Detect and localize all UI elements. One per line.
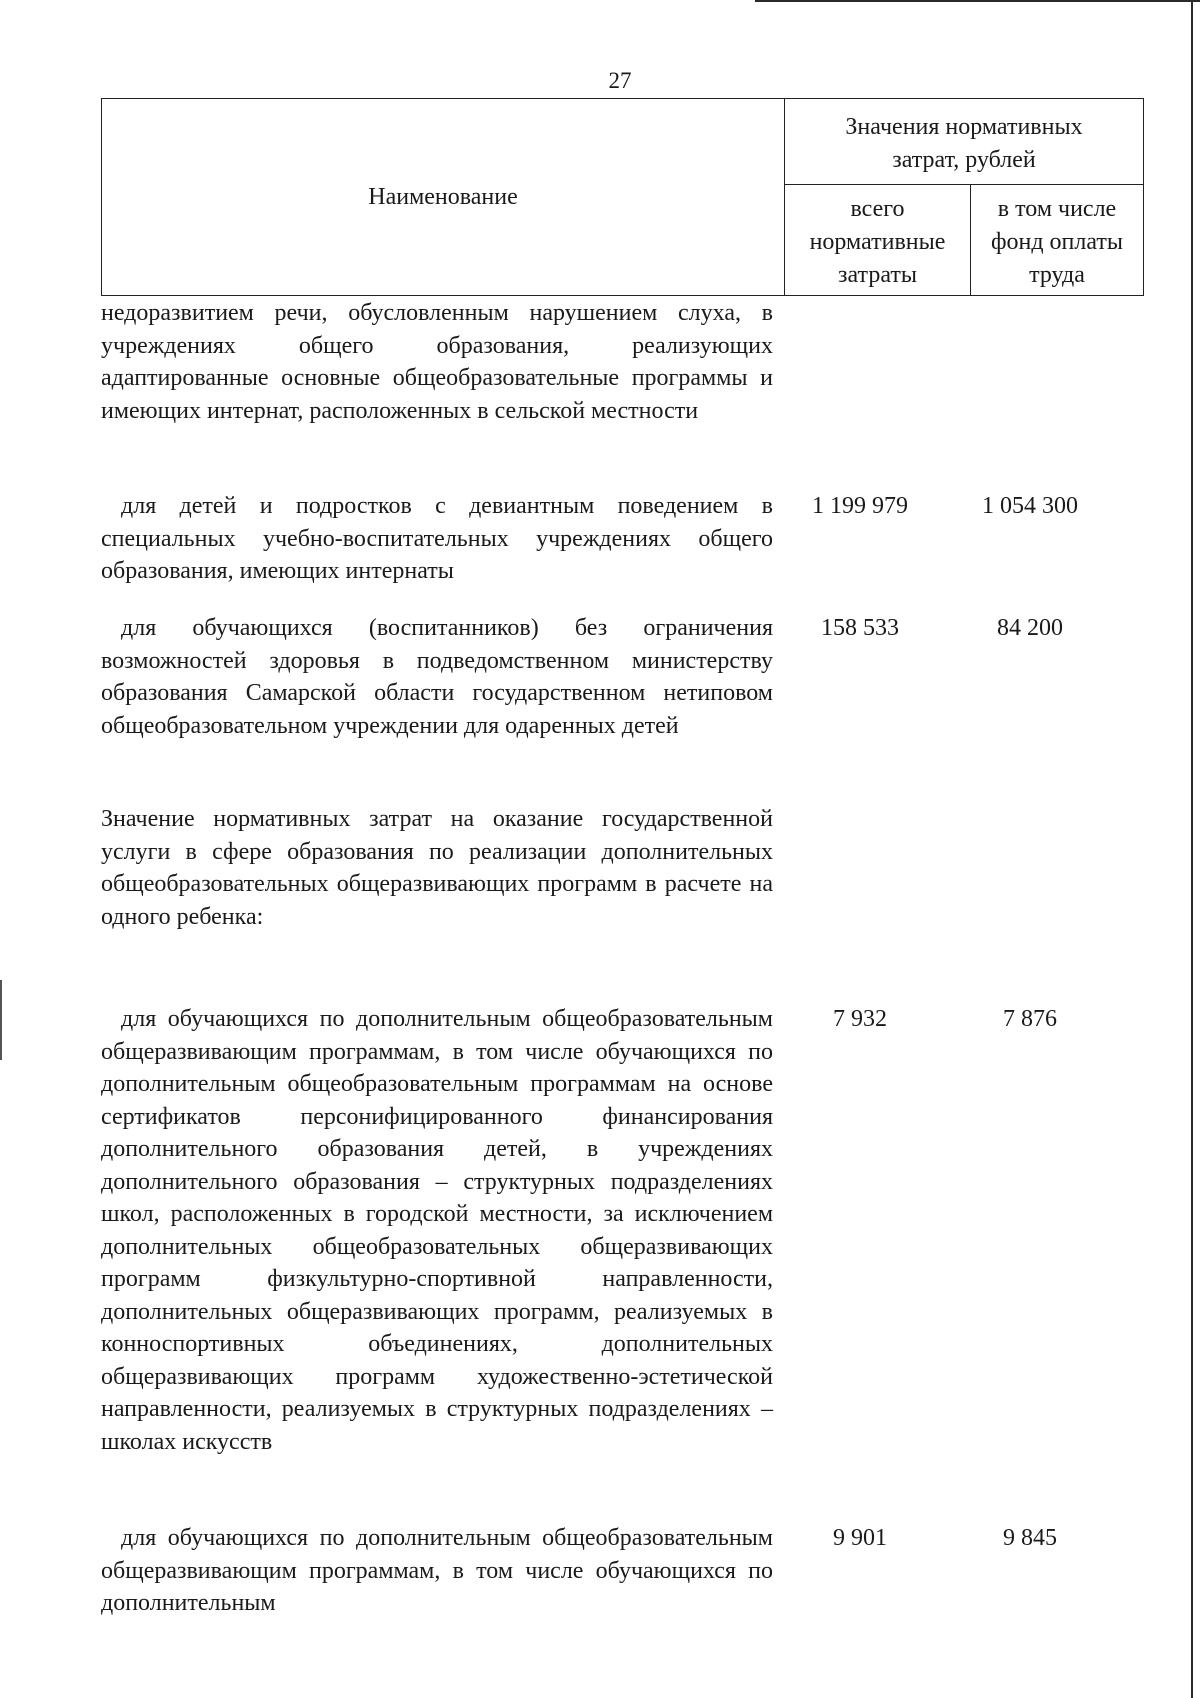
column-header-values bbox=[785, 99, 1143, 185]
row-total-value: 9 901 bbox=[833, 1525, 887, 1551]
column-header-total bbox=[785, 185, 971, 295]
scan-mark-left bbox=[0, 980, 2, 1060]
column-header-fund bbox=[971, 185, 1143, 295]
scan-border-right bbox=[1191, 0, 1193, 1698]
column-header-values-line2: затрат, рублей bbox=[892, 147, 1036, 173]
column-header-total-line3: затраты bbox=[838, 262, 917, 288]
column-header-fund-line1: в том числе bbox=[997, 196, 1117, 222]
row-fund-value: 9 845 bbox=[1003, 1525, 1057, 1551]
column-header-name bbox=[102, 99, 785, 295]
row-total-value: 1 199 979 bbox=[812, 493, 908, 519]
column-header-total-line2: нормативные bbox=[809, 229, 946, 255]
column-header-name-label: Наименование bbox=[368, 183, 518, 210]
column-header-fund-line3: труда bbox=[1029, 262, 1085, 288]
column-header-fund-line2: фонд оплаты bbox=[990, 229, 1124, 255]
scan-border-top bbox=[755, 0, 1200, 2]
row-total-value: 7 932 bbox=[833, 1006, 887, 1032]
row-fund-value: 1 054 300 bbox=[982, 493, 1078, 519]
row-description: для детей и подростков с девиантным поведением в специальных учебно-воспитательных учреждениях общего образования, имеющих интернаты bbox=[101, 493, 773, 584]
column-header-total-line1: всего bbox=[850, 196, 905, 222]
column-header-values-line1: Значения нормативных bbox=[845, 114, 1083, 140]
row-total-value: 158 533 bbox=[821, 615, 899, 641]
section-heading: Значение нормативных затрат на оказание государственной услуги в сфере образования по реализации дополнительных общеобразовательных общеразвивающих программ в расчете на одного ребенка: bbox=[101, 806, 773, 930]
row-description: для обучающихся по дополнительным общеобразовательным общеразвивающим программам, в том числе обучающихся по дополнительным bbox=[101, 1525, 773, 1616]
row-description: для обучающихся (воспитанников) без ограничения возможностей здоровья в подведомственном министерству образования Самарской области государственном нетиповом общеобразовательном учреждении для одаренных детей bbox=[101, 615, 773, 739]
row-description: для обучающихся по дополнительным общеобразовательным общеразвивающим программам, в том числе обучающихся по дополнительным общеобразовательным программам на основе сертификатов персонифицированного финансирования дополнительного образования детей, в учреждениях дополнительного образования – структурных подразделениях школ, расположенных в городской местности, за исключением дополнительных общеобразовательных общеразвивающих программ физкультурно-спортивной направленности, дополнительных общеразвивающих программ, реализуемых в конноспортивных объединениях, дополнительных общеразвивающих программ художественно-эстетической направленности, реализуемых в структурных подразделениях – школах искусств bbox=[101, 1006, 773, 1455]
row-fund-value: 7 876 bbox=[1003, 1006, 1057, 1032]
row-description: недоразвитием речи, обусловленным нарушением слуха, в учреждениях общего образования, реализующих адаптированные основные общеобразовательные программы и имеющих интернат, расположенных в сельской местности bbox=[101, 300, 773, 424]
row-fund-value: 84 200 bbox=[997, 615, 1063, 641]
table-header bbox=[101, 98, 1144, 296]
page-number: 27 bbox=[608, 68, 632, 93]
